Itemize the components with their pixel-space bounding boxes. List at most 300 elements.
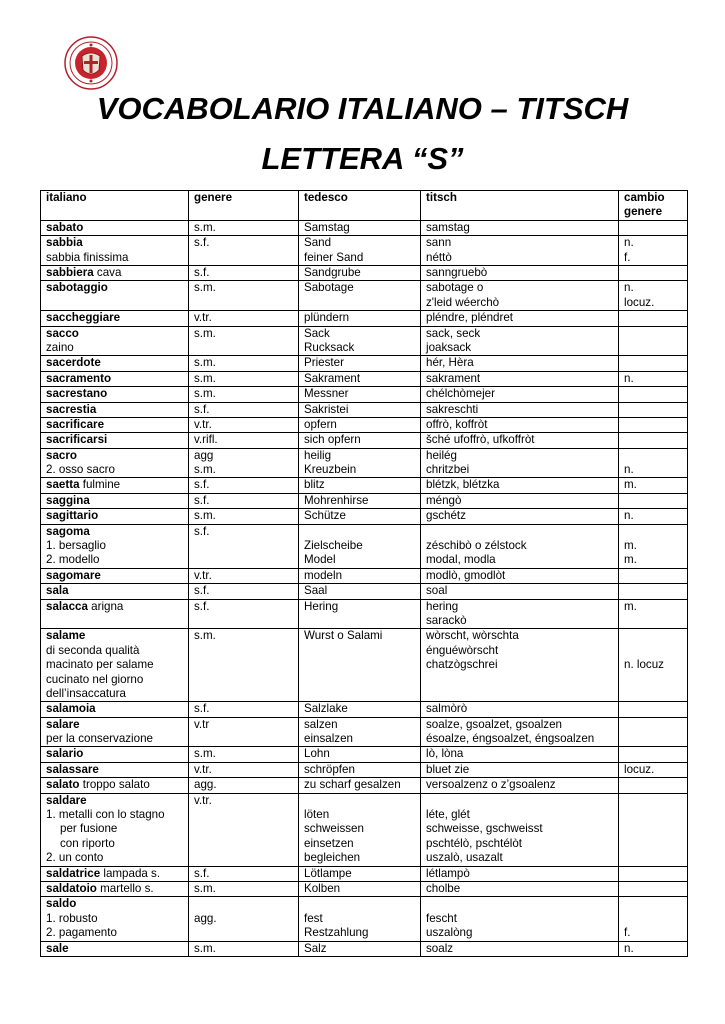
cell-line: sack, seck <box>426 326 481 340</box>
cell-line <box>304 525 420 539</box>
cell-tedesco <box>299 762 421 777</box>
cell-line: s.m. <box>194 387 216 401</box>
cell-line <box>624 418 687 432</box>
cell-line: sarackò <box>426 613 467 627</box>
cell-line: Wurst o Salami <box>304 629 383 643</box>
cell-line: agg. <box>194 778 217 792</box>
cell-titsch <box>421 568 619 583</box>
cell-genere <box>189 599 299 629</box>
cell-line <box>624 673 687 687</box>
cell-line: schröpfen <box>304 762 355 776</box>
cell-line <box>624 356 687 370</box>
cell-cambio-genere <box>619 356 688 371</box>
italian-term-line <box>46 702 188 716</box>
italian-term-line <box>46 687 188 701</box>
cell-tedesco <box>299 220 421 235</box>
cell-line: létlampò <box>426 866 470 880</box>
cell-line: schweissen <box>304 822 364 836</box>
headword: sala <box>46 584 69 598</box>
cell-italiano <box>41 629 189 702</box>
header-italiano: italiano <box>41 191 189 221</box>
cell-line <box>194 658 298 672</box>
cell-line <box>304 687 420 701</box>
cell-line <box>624 449 687 463</box>
cell-line: Restzahlung <box>304 926 369 940</box>
cell-cambio-genere <box>619 265 688 280</box>
cell-cambio-genere <box>619 524 688 568</box>
headword: sacrestano <box>46 387 108 401</box>
italian-term-line <box>46 600 188 614</box>
table-row <box>41 509 688 524</box>
cell-line <box>624 867 687 881</box>
cell-titsch <box>421 265 619 280</box>
cell-line <box>194 808 298 822</box>
cell-tedesco <box>299 478 421 493</box>
cell-line: Samstag <box>304 220 350 234</box>
cell-line <box>624 569 687 583</box>
cell-line <box>194 851 298 865</box>
cell-line <box>624 912 687 926</box>
cell-line: begleichen <box>304 851 361 865</box>
cell-line: s.m. <box>194 220 216 234</box>
cell-line: pléndre, pléndret <box>426 311 514 325</box>
cell-line: v.tr. <box>194 417 212 431</box>
cell-line <box>426 525 618 539</box>
cell-genere <box>189 281 299 311</box>
headword: salato <box>46 778 80 792</box>
italian-term-line <box>46 629 188 643</box>
cell-titsch <box>421 599 619 629</box>
cell-line: Hering <box>304 599 339 613</box>
cell-tedesco <box>299 866 421 881</box>
italian-term-line <box>46 356 188 370</box>
cell-titsch <box>421 281 619 311</box>
cell-line: agg <box>194 448 214 462</box>
cell-line: Rucksack <box>304 340 355 354</box>
cell-line: Kreuzbein <box>304 463 357 477</box>
cell-line: f. <box>624 926 631 940</box>
cell-line: z'leid wéerchò <box>426 295 500 309</box>
italian-term-line <box>46 897 188 911</box>
italian-gloss: con riporto <box>60 836 115 850</box>
cell-line <box>194 644 298 658</box>
cell-cambio-genere <box>619 236 688 266</box>
headword: sagomare <box>46 568 101 582</box>
italian-term-line <box>46 478 188 492</box>
cell-genere <box>189 762 299 777</box>
cell-line: v.rifl. <box>194 433 218 447</box>
cell-line: chélchòmejer <box>426 387 495 401</box>
table-row <box>41 433 688 448</box>
cell-cambio-genere <box>619 433 688 448</box>
cell-genere <box>189 629 299 702</box>
cell-line: s.f. <box>194 493 210 507</box>
headword: saldatoio <box>46 882 97 895</box>
italian-term-line <box>46 266 188 280</box>
cell-genere <box>189 568 299 583</box>
italian-term-line <box>46 644 188 658</box>
headword: sagoma <box>46 524 90 538</box>
table-row <box>41 599 688 629</box>
cell-line <box>624 794 687 808</box>
cell-line <box>194 539 298 553</box>
headword: sale <box>46 941 69 955</box>
cell-italiano <box>41 265 189 280</box>
italian-term-line <box>46 327 188 341</box>
cell-genere <box>189 265 299 280</box>
table-row <box>41 778 688 793</box>
cell-tedesco <box>299 702 421 717</box>
cell-genere <box>189 371 299 386</box>
cell-genere <box>189 448 299 478</box>
cell-italiano <box>41 584 189 599</box>
cell-line: sakrament <box>426 371 481 385</box>
table-row <box>41 356 688 371</box>
headword: saetta <box>46 478 80 492</box>
italian-gloss: 1. bersaglio <box>46 539 106 553</box>
cell-line: Model <box>304 553 336 567</box>
cell-line: Sabotage <box>304 281 354 295</box>
cell-tedesco <box>299 584 421 599</box>
italian-gloss: cava <box>93 265 122 279</box>
cell-cambio-genere <box>619 882 688 897</box>
italian-term-line <box>46 614 188 628</box>
cell-line: v.tr. <box>194 568 212 582</box>
cell-italiano <box>41 897 189 941</box>
cell-titsch <box>421 941 619 956</box>
italian-term-line <box>46 747 188 761</box>
table-header-row <box>41 191 688 221</box>
italian-term-line <box>46 778 188 792</box>
cell-line: šché ufoffrò, ufkoffròt <box>426 433 535 447</box>
table-row <box>41 493 688 508</box>
cell-line: salzen <box>304 717 338 731</box>
table-row <box>41 762 688 777</box>
cell-titsch <box>421 356 619 371</box>
cell-italiano <box>41 762 189 777</box>
cell-tedesco <box>299 326 421 356</box>
cell-line <box>624 525 687 539</box>
cell-line: n. <box>624 371 634 385</box>
cell-italiano <box>41 236 189 266</box>
cell-genere <box>189 236 299 266</box>
cell-line <box>304 673 420 687</box>
cell-line: m. <box>624 539 637 553</box>
cell-line: énguéwòrscht <box>426 643 499 657</box>
cell-tedesco <box>299 236 421 266</box>
cell-line: m. <box>624 553 637 567</box>
headword: saldare <box>46 793 87 807</box>
cell-titsch <box>421 236 619 266</box>
cell-line: zéschibò o zélstock <box>426 539 527 553</box>
italian-term-line <box>46 584 188 598</box>
cell-line <box>304 897 420 911</box>
headword: salame <box>46 629 86 643</box>
italian-term-line <box>46 882 188 896</box>
cell-italiano <box>41 417 189 432</box>
cell-line: hér, Hèra <box>426 356 474 370</box>
cell-genere <box>189 509 299 524</box>
cell-line: Sakristei <box>304 402 349 416</box>
cell-line <box>624 822 687 836</box>
cell-titsch <box>421 747 619 762</box>
cell-italiano <box>41 882 189 897</box>
cell-tedesco <box>299 311 421 326</box>
cell-line: Priester <box>304 356 344 370</box>
headword: sagittario <box>46 509 99 523</box>
cell-line: cholbe <box>426 882 461 895</box>
cell-titsch <box>421 387 619 402</box>
cell-line: s.m. <box>194 371 216 385</box>
cell-line <box>194 673 298 687</box>
cell-line: n. <box>624 463 634 477</box>
cell-line <box>194 822 298 836</box>
cell-cambio-genere <box>619 371 688 386</box>
cell-line <box>304 658 420 672</box>
cell-genere <box>189 778 299 793</box>
cell-tedesco <box>299 717 421 747</box>
cell-line: Lohn <box>304 747 330 761</box>
table-row <box>41 882 688 897</box>
cell-line <box>624 433 687 447</box>
italian-term-line <box>46 763 188 777</box>
table-row <box>41 866 688 881</box>
headword: salacca <box>46 599 88 613</box>
cell-line: Salzlake <box>304 702 348 716</box>
cell-line: Sand <box>304 236 332 250</box>
cell-line: chritzbei <box>426 463 470 477</box>
cell-cambio-genere <box>619 478 688 493</box>
italian-gloss: 2. un conto <box>46 851 104 865</box>
cell-line: locuz. <box>624 762 655 776</box>
cell-line: n. <box>624 509 634 523</box>
cell-cambio-genere <box>619 387 688 402</box>
cell-titsch <box>421 509 619 524</box>
cell-italiano <box>41 220 189 235</box>
headword: sabotaggio <box>46 281 108 295</box>
italian-term-line <box>46 525 188 539</box>
italian-term-line <box>46 569 188 583</box>
cell-line <box>624 341 687 355</box>
cell-line: ésoalze, éngsoalzet, éngsoalzen <box>426 732 595 746</box>
cell-line: versoalzenz o z’gsoalenz <box>426 778 556 792</box>
cell-italiano <box>41 326 189 356</box>
italian-term-line <box>46 494 188 508</box>
cell-italiano <box>41 778 189 793</box>
cell-line <box>194 897 298 911</box>
cell-line <box>624 403 687 417</box>
cell-line: einsalzen <box>304 732 353 746</box>
table-row <box>41 220 688 235</box>
table-row <box>41 717 688 747</box>
cell-tedesco <box>299 402 421 417</box>
cell-line <box>624 266 687 280</box>
cell-tedesco <box>299 793 421 866</box>
cell-genere <box>189 493 299 508</box>
cell-line: f. <box>624 250 631 264</box>
cell-genere <box>189 941 299 956</box>
cell-line: joaksack <box>426 340 472 354</box>
headword: sabbiera <box>46 265 94 279</box>
cell-line: s.f. <box>194 478 210 492</box>
italian-gloss: zaino <box>46 340 74 354</box>
italian-gloss: 1. metalli con lo stagno <box>46 808 165 822</box>
cell-line: Zielscheibe <box>304 539 363 553</box>
cell-genere <box>189 326 299 356</box>
cell-cambio-genere <box>619 281 688 311</box>
cell-line: uszalò, usazalt <box>426 851 503 865</box>
cell-italiano <box>41 702 189 717</box>
cell-line: modal, modla <box>426 553 496 567</box>
cell-cambio-genere <box>619 311 688 326</box>
cell-line: n. <box>624 941 634 955</box>
table-row <box>41 265 688 280</box>
cell-line <box>624 311 687 325</box>
cell-line: s.m. <box>194 356 216 370</box>
cell-line: v.tr <box>194 717 210 731</box>
table-row <box>41 387 688 402</box>
table-row <box>41 524 688 568</box>
cell-line <box>426 897 618 911</box>
cell-line <box>624 629 687 643</box>
table-row <box>41 747 688 762</box>
italian-gloss: lampada s. <box>100 866 161 880</box>
cell-italiano <box>41 448 189 478</box>
table-row <box>41 629 688 702</box>
italian-gloss: 2. osso sacro <box>46 463 115 477</box>
italian-gloss: arigna <box>87 599 124 613</box>
cell-tedesco <box>299 897 421 941</box>
cell-line: salmòrò <box>426 702 468 716</box>
cell-genere <box>189 356 299 371</box>
cell-line: sanngruebò <box>426 265 488 279</box>
headword: salassare <box>46 762 99 776</box>
cell-titsch <box>421 433 619 448</box>
cell-line <box>194 687 298 701</box>
cell-tedesco <box>299 281 421 311</box>
cell-italiano <box>41 524 189 568</box>
italian-term-line <box>46 372 188 386</box>
cell-tedesco <box>299 509 421 524</box>
cell-line: gschétz <box>426 509 466 523</box>
cell-genere <box>189 793 299 866</box>
cell-cambio-genere <box>619 493 688 508</box>
cell-line: wòrscht, wòrschta <box>426 629 519 643</box>
cell-line: Saal <box>304 584 328 598</box>
italian-term-line <box>46 403 188 417</box>
cell-line: sich opfern <box>304 433 361 447</box>
cell-titsch <box>421 371 619 386</box>
cell-titsch <box>421 762 619 777</box>
header-tedesco: tedesco <box>299 191 421 221</box>
headword: sacrificarsi <box>46 433 108 447</box>
headword: saggina <box>46 493 90 507</box>
cell-line: s.f. <box>194 866 210 880</box>
cell-line: s.f. <box>194 584 210 598</box>
cell-titsch <box>421 882 619 897</box>
cell-italiano <box>41 941 189 956</box>
italian-term-line <box>46 732 188 746</box>
cell-line: Sack <box>304 326 330 340</box>
cell-line: méngò <box>426 493 462 507</box>
headword: sacerdote <box>46 356 101 370</box>
cell-cambio-genere <box>619 897 688 941</box>
cell-line <box>624 778 687 792</box>
cell-line <box>194 614 298 628</box>
cell-line: s.m. <box>194 326 216 340</box>
cell-genere <box>189 717 299 747</box>
cell-line: Messner <box>304 387 349 401</box>
cell-line: opfern <box>304 417 337 431</box>
cell-line: s.f. <box>194 236 210 250</box>
italian-term-line <box>46 418 188 432</box>
italian-term-line <box>46 311 188 325</box>
headword: sacrificare <box>46 417 105 431</box>
cell-italiano <box>41 793 189 866</box>
italian-gloss: per fusione <box>60 822 118 836</box>
cell-line <box>304 614 420 628</box>
table-row <box>41 236 688 266</box>
cell-line: offrò, koffròt <box>426 417 488 431</box>
cell-line: heilig <box>304 448 332 462</box>
cell-tedesco <box>299 778 421 793</box>
table-row <box>41 478 688 493</box>
cell-line <box>624 808 687 822</box>
cell-line <box>624 387 687 401</box>
cell-line: blétzk, blétzka <box>426 478 500 492</box>
cell-line <box>194 837 298 851</box>
cell-line: chatzògschrei <box>426 658 498 672</box>
cell-line <box>194 553 298 567</box>
italian-gloss: 2. modello <box>46 553 100 567</box>
header-genere: genere <box>189 191 299 221</box>
table-row <box>41 448 688 478</box>
cell-line: s.f. <box>194 599 210 613</box>
cell-titsch <box>421 493 619 508</box>
cell-line <box>194 251 298 265</box>
table-row <box>41 417 688 432</box>
cell-genere <box>189 897 299 941</box>
cell-line: v.tr. <box>194 793 212 807</box>
cell-cambio-genere <box>619 402 688 417</box>
cell-titsch <box>421 717 619 747</box>
cell-cambio-genere <box>619 417 688 432</box>
italian-term-line <box>46 221 188 235</box>
cell-titsch <box>421 793 619 866</box>
italian-term-line <box>46 926 188 940</box>
vocabulary-table <box>40 190 688 957</box>
cell-tedesco <box>299 599 421 629</box>
cell-line <box>624 851 687 865</box>
headword: salario <box>46 747 84 761</box>
cell-line: Sakrament <box>304 371 361 385</box>
cell-tedesco <box>299 356 421 371</box>
cell-italiano <box>41 478 189 493</box>
cell-line <box>624 882 687 896</box>
cell-cambio-genere <box>619 793 688 866</box>
cell-genere <box>189 433 299 448</box>
cell-line <box>624 687 687 701</box>
italian-gloss: dell’insaccatura <box>46 686 126 700</box>
italian-gloss: cucinato nel giorno <box>46 672 144 686</box>
cell-tedesco <box>299 629 421 702</box>
cell-cambio-genere <box>619 629 688 702</box>
cell-line: zu scharf gesalzen <box>304 778 401 792</box>
italian-term-line <box>46 867 188 881</box>
cell-italiano <box>41 356 189 371</box>
cell-line <box>194 732 298 746</box>
cell-line <box>304 644 420 658</box>
